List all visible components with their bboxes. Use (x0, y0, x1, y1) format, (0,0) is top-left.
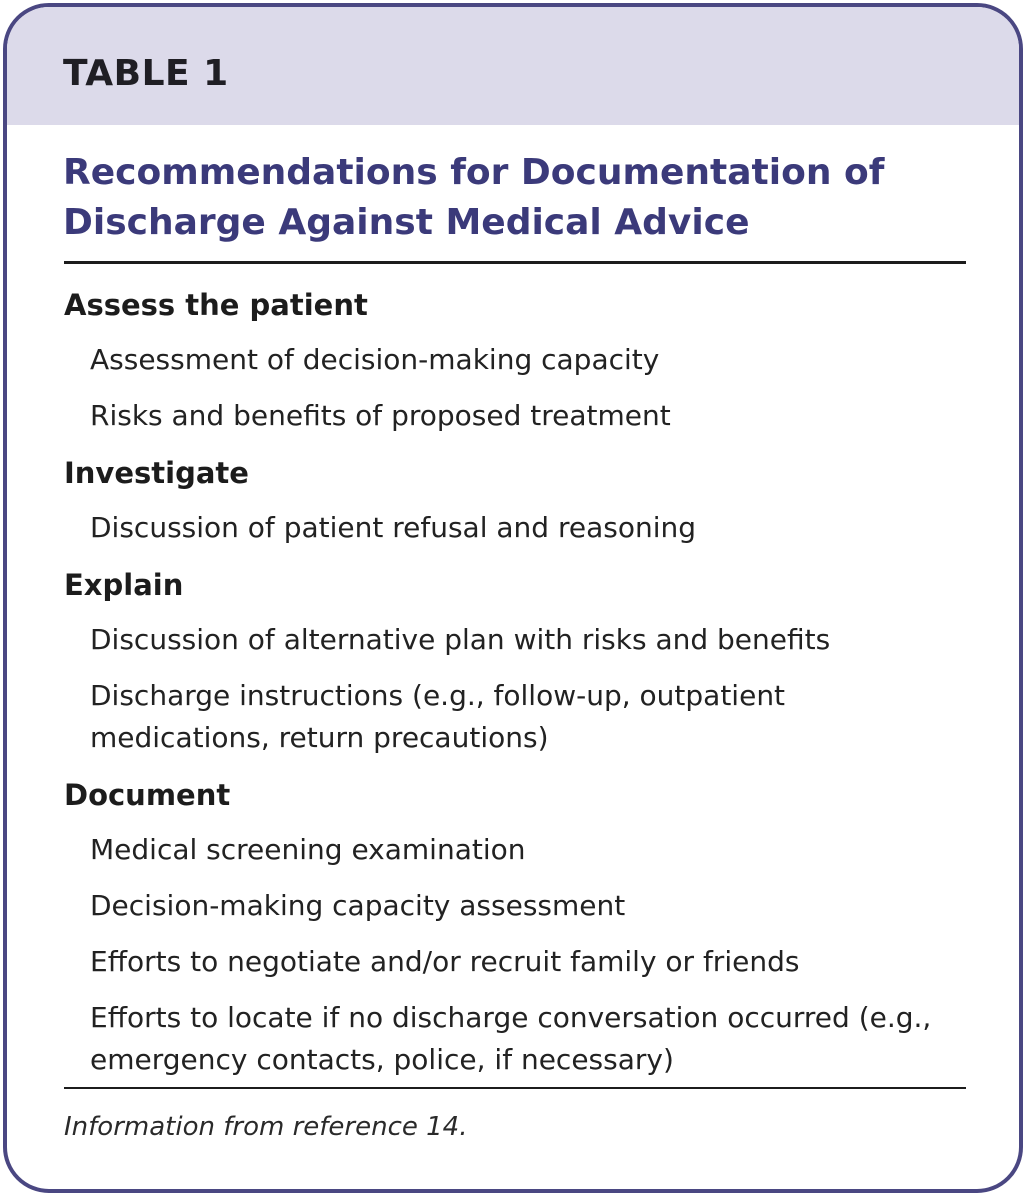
top-divider (64, 261, 966, 264)
list-item: Discharge instructions (e.g., follow-up, outpatient medications, return precautions) (90, 679, 786, 754)
section-assess-the-patient (64, 283, 964, 437)
list-item: Efforts to negotiate and/or recruit family or friends (90, 945, 800, 978)
table-title: Recommendations for Documentation of Discharge Against Medical Advice (63, 152, 885, 243)
section-document (64, 773, 964, 1081)
table-label: TABLE 1 (63, 53, 229, 94)
table-card (3, 3, 1023, 1193)
bottom-divider (64, 1087, 966, 1089)
section-heading: Assess the patient (64, 288, 368, 322)
list-item: Decision-making capacity assessment (90, 889, 626, 922)
section-investigate (64, 451, 964, 549)
list-item: Assessment of decision-making capacity (90, 343, 660, 376)
list-item: Discussion of alternative plan with risks and benefits (90, 623, 831, 656)
list-item: Medical screening examination (90, 833, 526, 866)
section-heading: Explain (64, 568, 184, 602)
section-heading: Investigate (64, 456, 249, 490)
list-item: Risks and benefits of proposed treatment (90, 399, 671, 432)
table-header-band (7, 7, 1019, 125)
section-heading: Document (64, 778, 231, 812)
table-content (64, 283, 964, 1095)
footnote: Information from reference 14. (64, 1112, 468, 1142)
list-item: Discussion of patient refusal and reasoning (90, 511, 697, 544)
list-item: Efforts to locate if no discharge conversation occurred (e.g., emergency contacts, police, if necessary) (90, 1001, 932, 1076)
section-explain (64, 563, 964, 759)
